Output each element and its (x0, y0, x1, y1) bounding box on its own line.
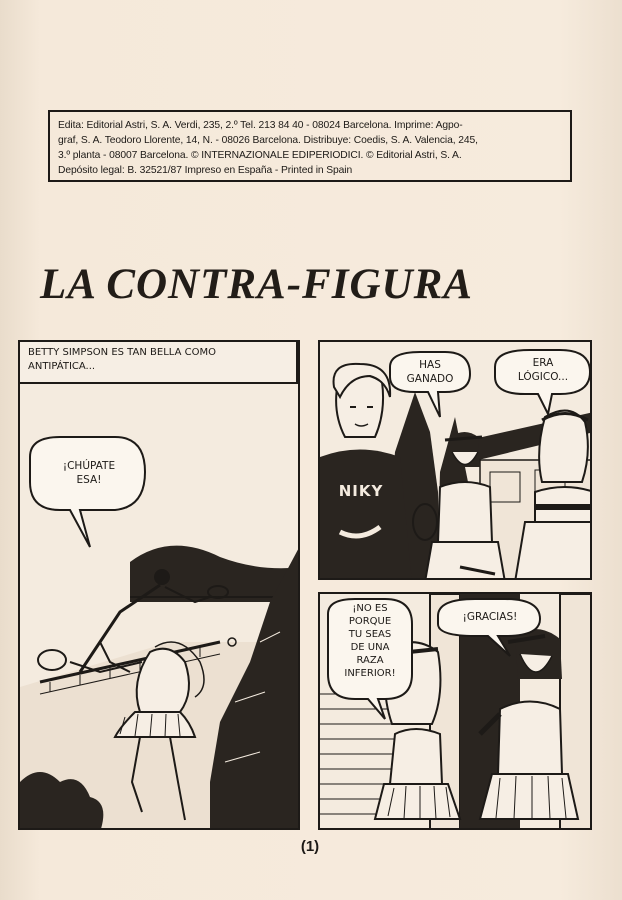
panel-3-bubble-gracias: ¡GRACIAS! (462, 611, 518, 623)
credits-line-2: graf, S. A. Teodoro Llorente, 14, N. - 08026 Barcelona. Distribuye: Coedis, S. A. Valencia, 245, (58, 135, 478, 146)
comic-title: LA CONTRA-FIGURA (40, 261, 473, 308)
shirt-logo-text: NIKY (338, 482, 384, 500)
credits-line-3: 3.º planta - 08007 Barcelona. © INTERNAZIONALE EDIPERIODICI. © Editorial Astri, S. A. (58, 150, 462, 161)
caption-line-2: ANTIPÁTICA... (28, 361, 96, 372)
bubble-line-2: PORQUE (348, 616, 392, 627)
bubble-line-1: HAS (419, 359, 441, 371)
panel-1-speech-bubble (34, 459, 144, 487)
bubble-line-3: TU SEAS (348, 629, 392, 640)
panel-2 (318, 340, 592, 580)
credits-box (48, 110, 572, 182)
page-number: (1) (300, 838, 320, 855)
credits-line-4: Depósito legal: B. 32521/87 Impreso en España - Printed in Spain (58, 165, 353, 176)
bubble-line-1: ¡CHÚPATE (62, 460, 116, 472)
bubble-line-4: DE UNA (350, 642, 390, 653)
bubble-line-1: ERA (532, 357, 554, 369)
panel-2-bubble-has-ganado (392, 358, 468, 386)
bubble-line-2: ESA! (76, 474, 102, 486)
bubble-line-2: GANADO (406, 373, 454, 385)
panel-1 (18, 340, 300, 830)
caption-line-1: BETTY SIMPSON ES TAN BELLA COMO (28, 347, 216, 358)
panel-2-bubble-era-logico (498, 356, 588, 384)
bubble-line-5: RAZA (356, 655, 384, 666)
panel-1-caption (20, 342, 298, 384)
panel-3-bubble-no-es-porque (330, 602, 410, 680)
credits-line-1: Edita: Editorial Astri, S. A. Verdi, 235, 2.º Tel. 213 84 40 - 08024 Barcelona. Imprime: Agpo- (58, 120, 463, 131)
bubble-line-6: INFERIOR! (344, 668, 396, 679)
bubble-line-2: LÓGICO... (517, 371, 569, 383)
panel-1-art (20, 342, 300, 830)
panel-3 (318, 592, 592, 830)
bubble-line-1: ¡NO ES (352, 603, 388, 614)
